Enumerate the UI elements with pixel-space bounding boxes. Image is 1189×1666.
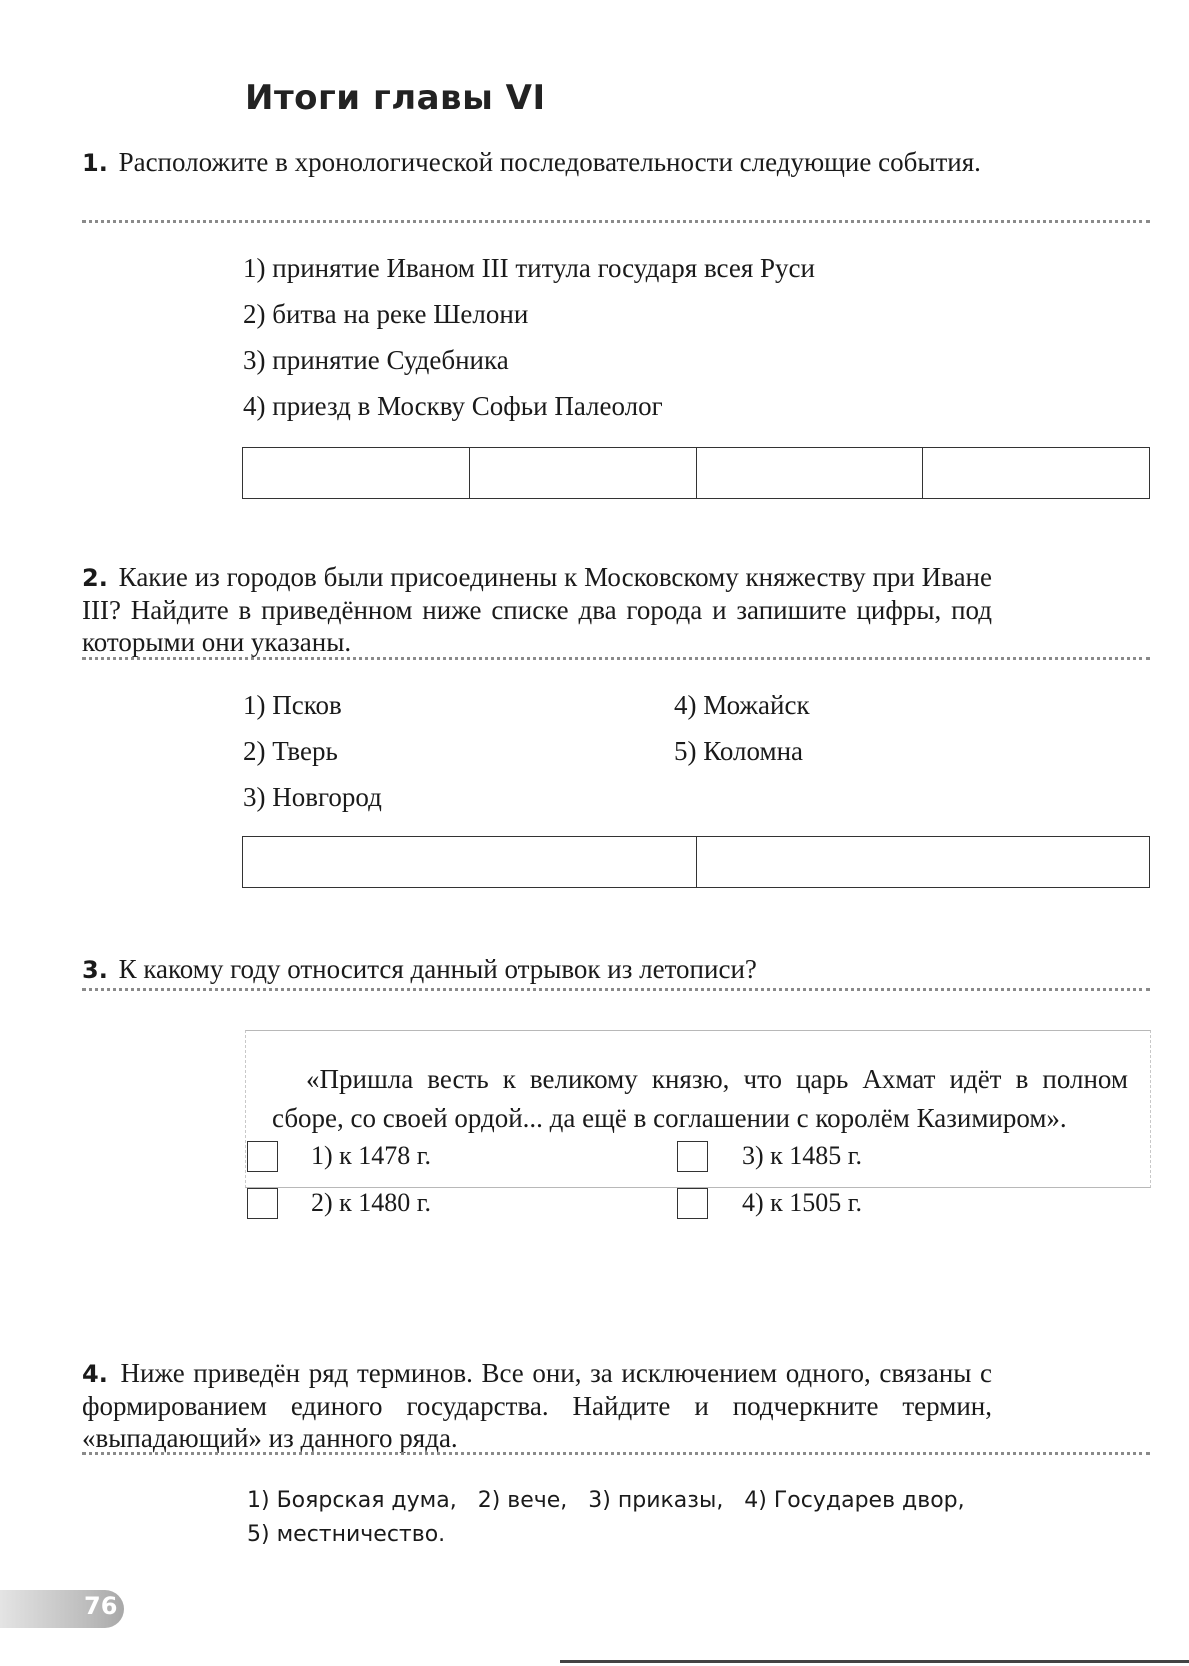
answer-cell[interactable] <box>923 448 1149 498</box>
q2-item: 4) Можайск <box>674 690 810 720</box>
q3-option: 3) к 1485 г. <box>742 1141 863 1170</box>
q4-terms-line: 1) Боярская дума, 2) вече, 3) приказы, 4) Государев двор, <box>247 1488 965 1513</box>
page-title: Итоги главы VI <box>245 78 546 118</box>
dotted-separator <box>82 657 1150 660</box>
answer-checkbox[interactable] <box>677 1141 708 1172</box>
page-number: 76 <box>84 1592 118 1620</box>
question-2-number: 2. <box>82 564 108 592</box>
dotted-separator <box>82 1452 1150 1455</box>
dotted-separator <box>82 220 1150 223</box>
question-2 <box>82 561 992 658</box>
question-1-number: 1. <box>82 149 108 177</box>
q1-item: 3) принятие Судебника <box>243 345 509 375</box>
q3-option: 4) к 1505 г. <box>742 1188 863 1217</box>
answer-cell[interactable] <box>697 448 924 498</box>
question-4-number: 4. <box>82 1360 108 1388</box>
q2-item: 3) Новгород <box>243 782 382 812</box>
q1-answer-grid <box>242 447 1150 499</box>
question-1 <box>82 146 992 179</box>
answer-checkbox[interactable] <box>677 1188 708 1219</box>
answer-cell[interactable] <box>243 837 697 887</box>
q4-terms-line: 5) местничество. <box>247 1522 446 1547</box>
q1-item: 1) принятие Иваном III титула государя всея Руси <box>243 253 815 283</box>
q2-item: 2) Тверь <box>243 736 338 766</box>
q2-answer-grid <box>242 836 1150 888</box>
answer-cell[interactable] <box>470 448 697 498</box>
question-2-text: Какие из городов были присоединены к Московскому княжеству при Иване III? Найдите в приведённом ниже списке два города и запишите цифры, под которыми они указаны. <box>82 562 992 657</box>
question-3-text: К какому году относится данный отрывок из летописи? <box>118 954 757 984</box>
question-4-text: Ниже приведён ряд терминов. Все они, за исключением одного, связаны с формированием единого государства. Найдите и подчеркните термин, «выпадающий» из данного ряда. <box>82 1358 993 1453</box>
answer-checkbox[interactable] <box>247 1141 278 1172</box>
question-3 <box>82 953 992 986</box>
question-1-text: Расположите в хронологической последовательности следующие события. <box>118 147 981 177</box>
chronicle-quote: «Пришла весть к великому князю, что царь Ахмат идёт в полном сборе, со своей ордой... да ещё в соглашении с королём Казимиром». <box>272 1064 1128 1133</box>
q1-item: 4) приезд в Москву Софьи Палеолог <box>243 391 663 421</box>
answer-checkbox[interactable] <box>247 1188 278 1219</box>
q2-item: 1) Псков <box>243 690 342 720</box>
bottom-rule <box>560 1660 1189 1663</box>
answer-cell[interactable] <box>243 448 470 498</box>
q3-option: 1) к 1478 г. <box>311 1141 432 1170</box>
q3-option: 2) к 1480 г. <box>311 1188 432 1217</box>
question-4 <box>82 1357 992 1454</box>
q1-item: 2) битва на реке Шелони <box>243 299 529 329</box>
q2-item: 5) Коломна <box>674 736 804 766</box>
answer-cell[interactable] <box>697 837 1150 887</box>
dotted-separator <box>82 988 1150 991</box>
question-3-number: 3. <box>82 956 108 984</box>
